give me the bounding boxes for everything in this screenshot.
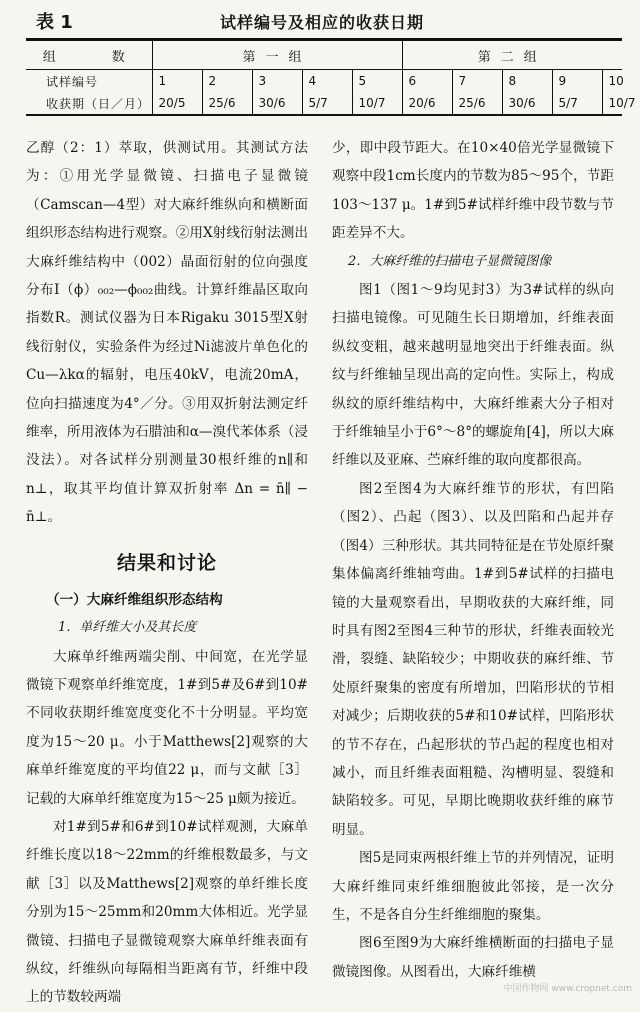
group-2-header: 第二组	[402, 40, 622, 70]
sample-number-cell: 5	[352, 70, 402, 93]
row-label-harvest-date: 收获期（日／月）	[46, 96, 151, 111]
sample-number-cell: 2	[202, 70, 252, 93]
watermark: 中国作物网 www.cropnet.com	[503, 984, 632, 994]
right-column	[332, 134, 614, 986]
sample-number-cell: 3	[252, 70, 302, 93]
sem-longitudinal-paragraph: 图1（图1～9均见封3）为3#试样的纵向扫描电镜像。可见随生长日期增加，纤维表面纵纹变粗，越来越明显地突出于纤维表面。纵纹与纤维轴呈现出高的定向性。实际上，构成纵纹的原纤维结构中，大麻纤维素大分子相对于纤维轴呈小于6°～8°的螺旋角[4]，所以大麻纤维以及亚麻、苎麻纤维的取向度都很高。	[332, 282, 614, 469]
sample-number-row	[26, 70, 622, 93]
sample-number-cell: 1	[152, 70, 202, 93]
group-1-header: 第一组	[152, 40, 402, 70]
table-caption	[22, 6, 622, 34]
harvest-date-cell: 25/6	[452, 92, 502, 115]
fiber-width-paragraph: 大麻单纤维两端尖削、中间宽，在光学显微镜下观察单纤维宽度，1#到5#及6#到10#不同收获期纤维宽度变化不十分明显。平均宽度为15～20 μ。小于Matthews[2]观察的大麻单纤维宽度的平均值22 μ，而与文献［3］记载的大麻单纤维宽度为15～25 μ颇为接近。	[26, 648, 308, 807]
minor-title-sem-images: 2．大麻纤维的扫描电子显微镜图像	[348, 253, 552, 269]
harvest-date-cell: 25/6	[202, 92, 252, 115]
bundle-paragraph: 图5是同束两根纤维上节的并列情况，证明大麻纤维同束纤维细胞彼此邻接，是一次分生，不是各自分生纤维细胞的聚集。	[332, 850, 614, 923]
harvest-date-cell: 20/6	[402, 92, 452, 115]
sample-number-cell: 6	[402, 70, 452, 93]
minor-title-fiber-size: 1．单纤维大小及其长度	[58, 620, 197, 636]
group-header-cell: 组 数	[26, 40, 152, 70]
subsection-title: （一）大麻纤维组织形态结构	[46, 591, 223, 608]
table-label: 表 1	[36, 12, 73, 33]
sample-number-cell: 10	[602, 70, 622, 93]
table-group-row	[26, 40, 622, 70]
sample-number-cell: 8	[502, 70, 552, 93]
sample-number-cell: 9	[552, 70, 602, 93]
table-title: 试样编号及相应的收获日期	[219, 13, 424, 32]
harvest-date-row	[26, 92, 622, 115]
methods-paragraph: 乙醇（2：1）萃取，供测试用。其测试方法为：①用光学显微镜、扫描电子显微镜（Camscan—4型）对大麻纤维纵向和横断面组织形态结构进行观察。②用X射线衍射法测出大麻纤维结构中（002）晶面衍射的位向强度分布I（ϕ）₀₀₂—ϕ₀₀₂曲线。计算纤维晶区取向指数R。测试仪器为日本Rigaku 3015型X射线衍射仪，实验条件为经过Ni滤波片单色化的Cu—λkα的辐射，电压40kV，电流20mA，位向扫描速度为4°／分。③用双折射法测定纤维率，所用液体为石腊油和α—溴代苯体系（浸没法）。对各试样分别测量30根纤维的n∥和n⊥，取其平均值计算双折射率 Δn = n̄∥ − n̄⊥。	[26, 140, 308, 526]
left-column	[26, 134, 308, 1012]
node-shape-paragraph: 图2至图4为大麻纤维节的形状，有凹陷（图2）、凸起（图3）、以及凹陷和凸起并存（图4）三种形状。其共同特征是在节处原纤聚集体偏离纤维轴弯曲。1#到5#试样的扫描电镜的大量观察看出，早期收获的大麻纤维，同时具有图2至图4三种节的形状，纤维表面较光滑，裂缝、缺陷较少；中期收获的麻纤维、节处原纤聚集的密度有所增加，凹陷形状的节相对减少；后期收获的5#和10#试样，凹陷形状的节不存在，凸起形状的节凸起的程度也相对减小，而且纤维表面粗糙、沟槽明显、裂缝和缺陷较多。可见，早期比晚期收获纤维的麻节明显。	[332, 480, 614, 838]
harvest-date-cell: 5/7	[552, 92, 602, 115]
node-spacing-paragraph: 少，即中段节距大。在10×40倍光学显微镜下观察中段1cm长度内的节数为85～95个，节距103～137 μ。1#到5#试样纤维中段节数与节距差异不大。	[332, 140, 614, 242]
row-label-sample-number: 试样编号	[46, 74, 99, 89]
harvest-date-cell: 5/7	[302, 92, 352, 115]
cross-section-paragraph: 图6至图9为大麻纤维横断面的扫描电子显微镜图像。从图看出，大麻纤维横	[332, 935, 614, 980]
sample-number-cell: 7	[452, 70, 502, 93]
harvest-date-cell: 30/6	[502, 92, 552, 115]
section-title: 结果和讨论	[116, 551, 217, 574]
harvest-date-cell: 10/7	[602, 92, 622, 115]
harvest-date-cell: 30/6	[252, 92, 302, 115]
sample-number-cell: 4	[302, 70, 352, 93]
sample-table	[26, 38, 636, 116]
harvest-date-cell: 10/7	[352, 92, 402, 115]
harvest-date-cell: 20/5	[152, 92, 202, 115]
fiber-length-paragraph: 对1#到5#和6#到10#试样观测，大麻单纤维长度以18～22mm的纤维根数最多，与文献［3］以及Matthews[2]观察的单纤维长度分别为15～25mm和20mm大体相近。光学显微镜、扫描电子显微镜观察大麻单纤维表面有纵纹，纤维纵向每隔相当距离有节，纤维中段上的节数较两端	[26, 818, 308, 1006]
